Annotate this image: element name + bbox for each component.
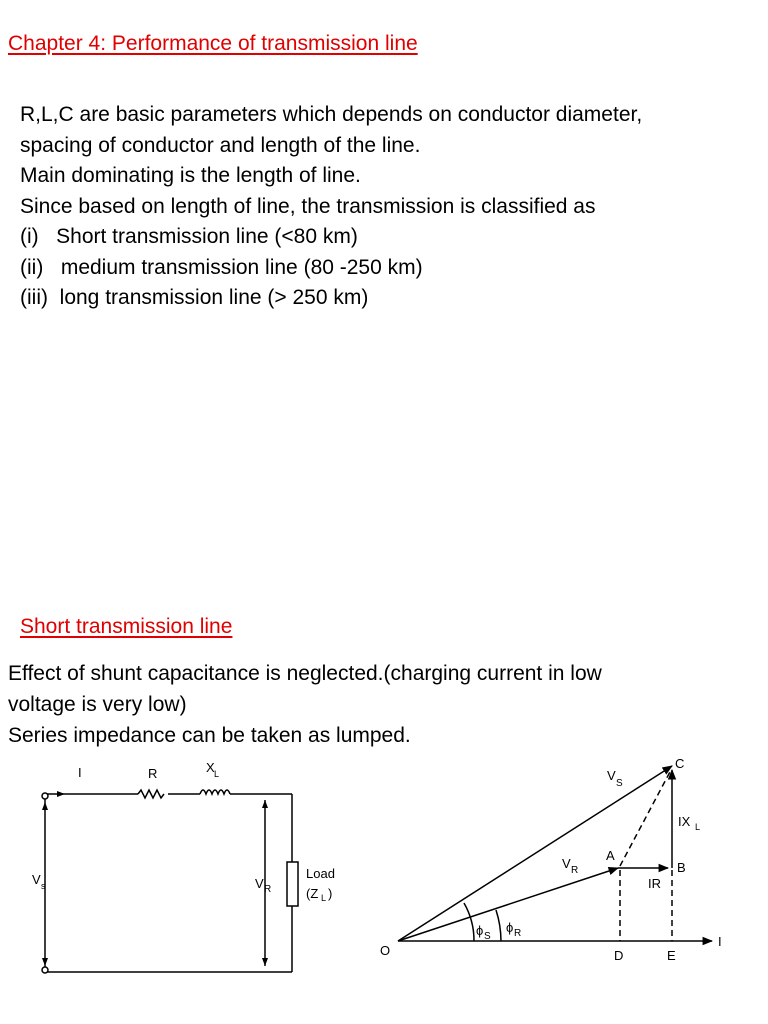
current-arrowhead xyxy=(57,791,65,797)
phi-s-sub: S xyxy=(484,931,491,942)
short-line-text: Series impedance can be taken as lumped. xyxy=(8,724,411,747)
phi-r-label: ϕ xyxy=(506,920,514,935)
list-item-long: (iii) long transmission line (> 250 km) xyxy=(20,286,369,309)
point-c-label: C xyxy=(675,756,685,771)
short-line-text: voltage is very low) xyxy=(8,693,187,716)
ixl-sub: L xyxy=(695,822,701,832)
list-item-medium: (ii) medium transmission line (80 -250 km) xyxy=(20,255,423,279)
load-box xyxy=(287,862,298,906)
terminal-bottom xyxy=(42,967,48,973)
point-b-label: B xyxy=(677,860,686,875)
list-item-short: (i) Short transmission line (<80 km) xyxy=(20,225,358,248)
load-impedance-label: (Z xyxy=(306,886,319,901)
vr-sub: R xyxy=(571,865,579,876)
ir-label: IR xyxy=(648,876,661,891)
phasor-diagram xyxy=(398,766,712,941)
ixl-label: IX xyxy=(678,814,691,829)
intro-line: R,L,C are basic parameters which depends on conductor diameter, xyxy=(20,103,643,126)
circuit-current-label: I xyxy=(78,765,82,780)
point-o-label: O xyxy=(380,943,391,958)
point-d-label: D xyxy=(614,948,624,963)
sending-voltage-sub: s xyxy=(41,881,46,891)
receiving-voltage-label: V xyxy=(255,876,264,891)
ac-dashed xyxy=(620,770,671,866)
short-line-text: Effect of shunt capacitance is neglected.(charging current in low xyxy=(8,662,602,685)
chapter-title: Chapter 4: Performance of transmission line xyxy=(8,32,418,55)
receiving-voltage-sub: R xyxy=(264,884,272,895)
intro-line: Main dominating is the length of line. xyxy=(20,164,361,187)
phi-r-sub: R xyxy=(514,928,522,939)
vr-label: V xyxy=(562,856,571,871)
section-title: Short transmission line xyxy=(20,615,233,638)
phasor-current-label: I xyxy=(718,934,722,949)
point-e-label: E xyxy=(667,948,676,963)
phi-r-arc xyxy=(496,910,501,941)
reactance-label: X xyxy=(206,760,215,775)
load-impedance-sub: L xyxy=(321,893,327,903)
load-impedance-close: ) xyxy=(328,886,333,901)
phi-s-arc xyxy=(464,903,474,941)
reactance-sub: L xyxy=(214,769,220,779)
vs-sub: S xyxy=(616,778,623,789)
vs-label: V xyxy=(607,768,616,783)
sending-voltage-label: V xyxy=(32,872,41,887)
phi-s-label: ϕ xyxy=(476,923,484,938)
load-label: Load xyxy=(306,866,335,881)
inductor-symbol xyxy=(200,790,230,794)
resistance-label: R xyxy=(148,766,158,781)
vs-phasor xyxy=(398,766,672,941)
resistor-symbol xyxy=(138,790,164,798)
intro-line: spacing of conductor and length of the line. xyxy=(20,133,421,157)
point-a-label: A xyxy=(606,848,615,863)
intro-line: Since based on length of line, the transmission is classified as xyxy=(20,194,596,218)
terminal-top xyxy=(42,793,48,799)
